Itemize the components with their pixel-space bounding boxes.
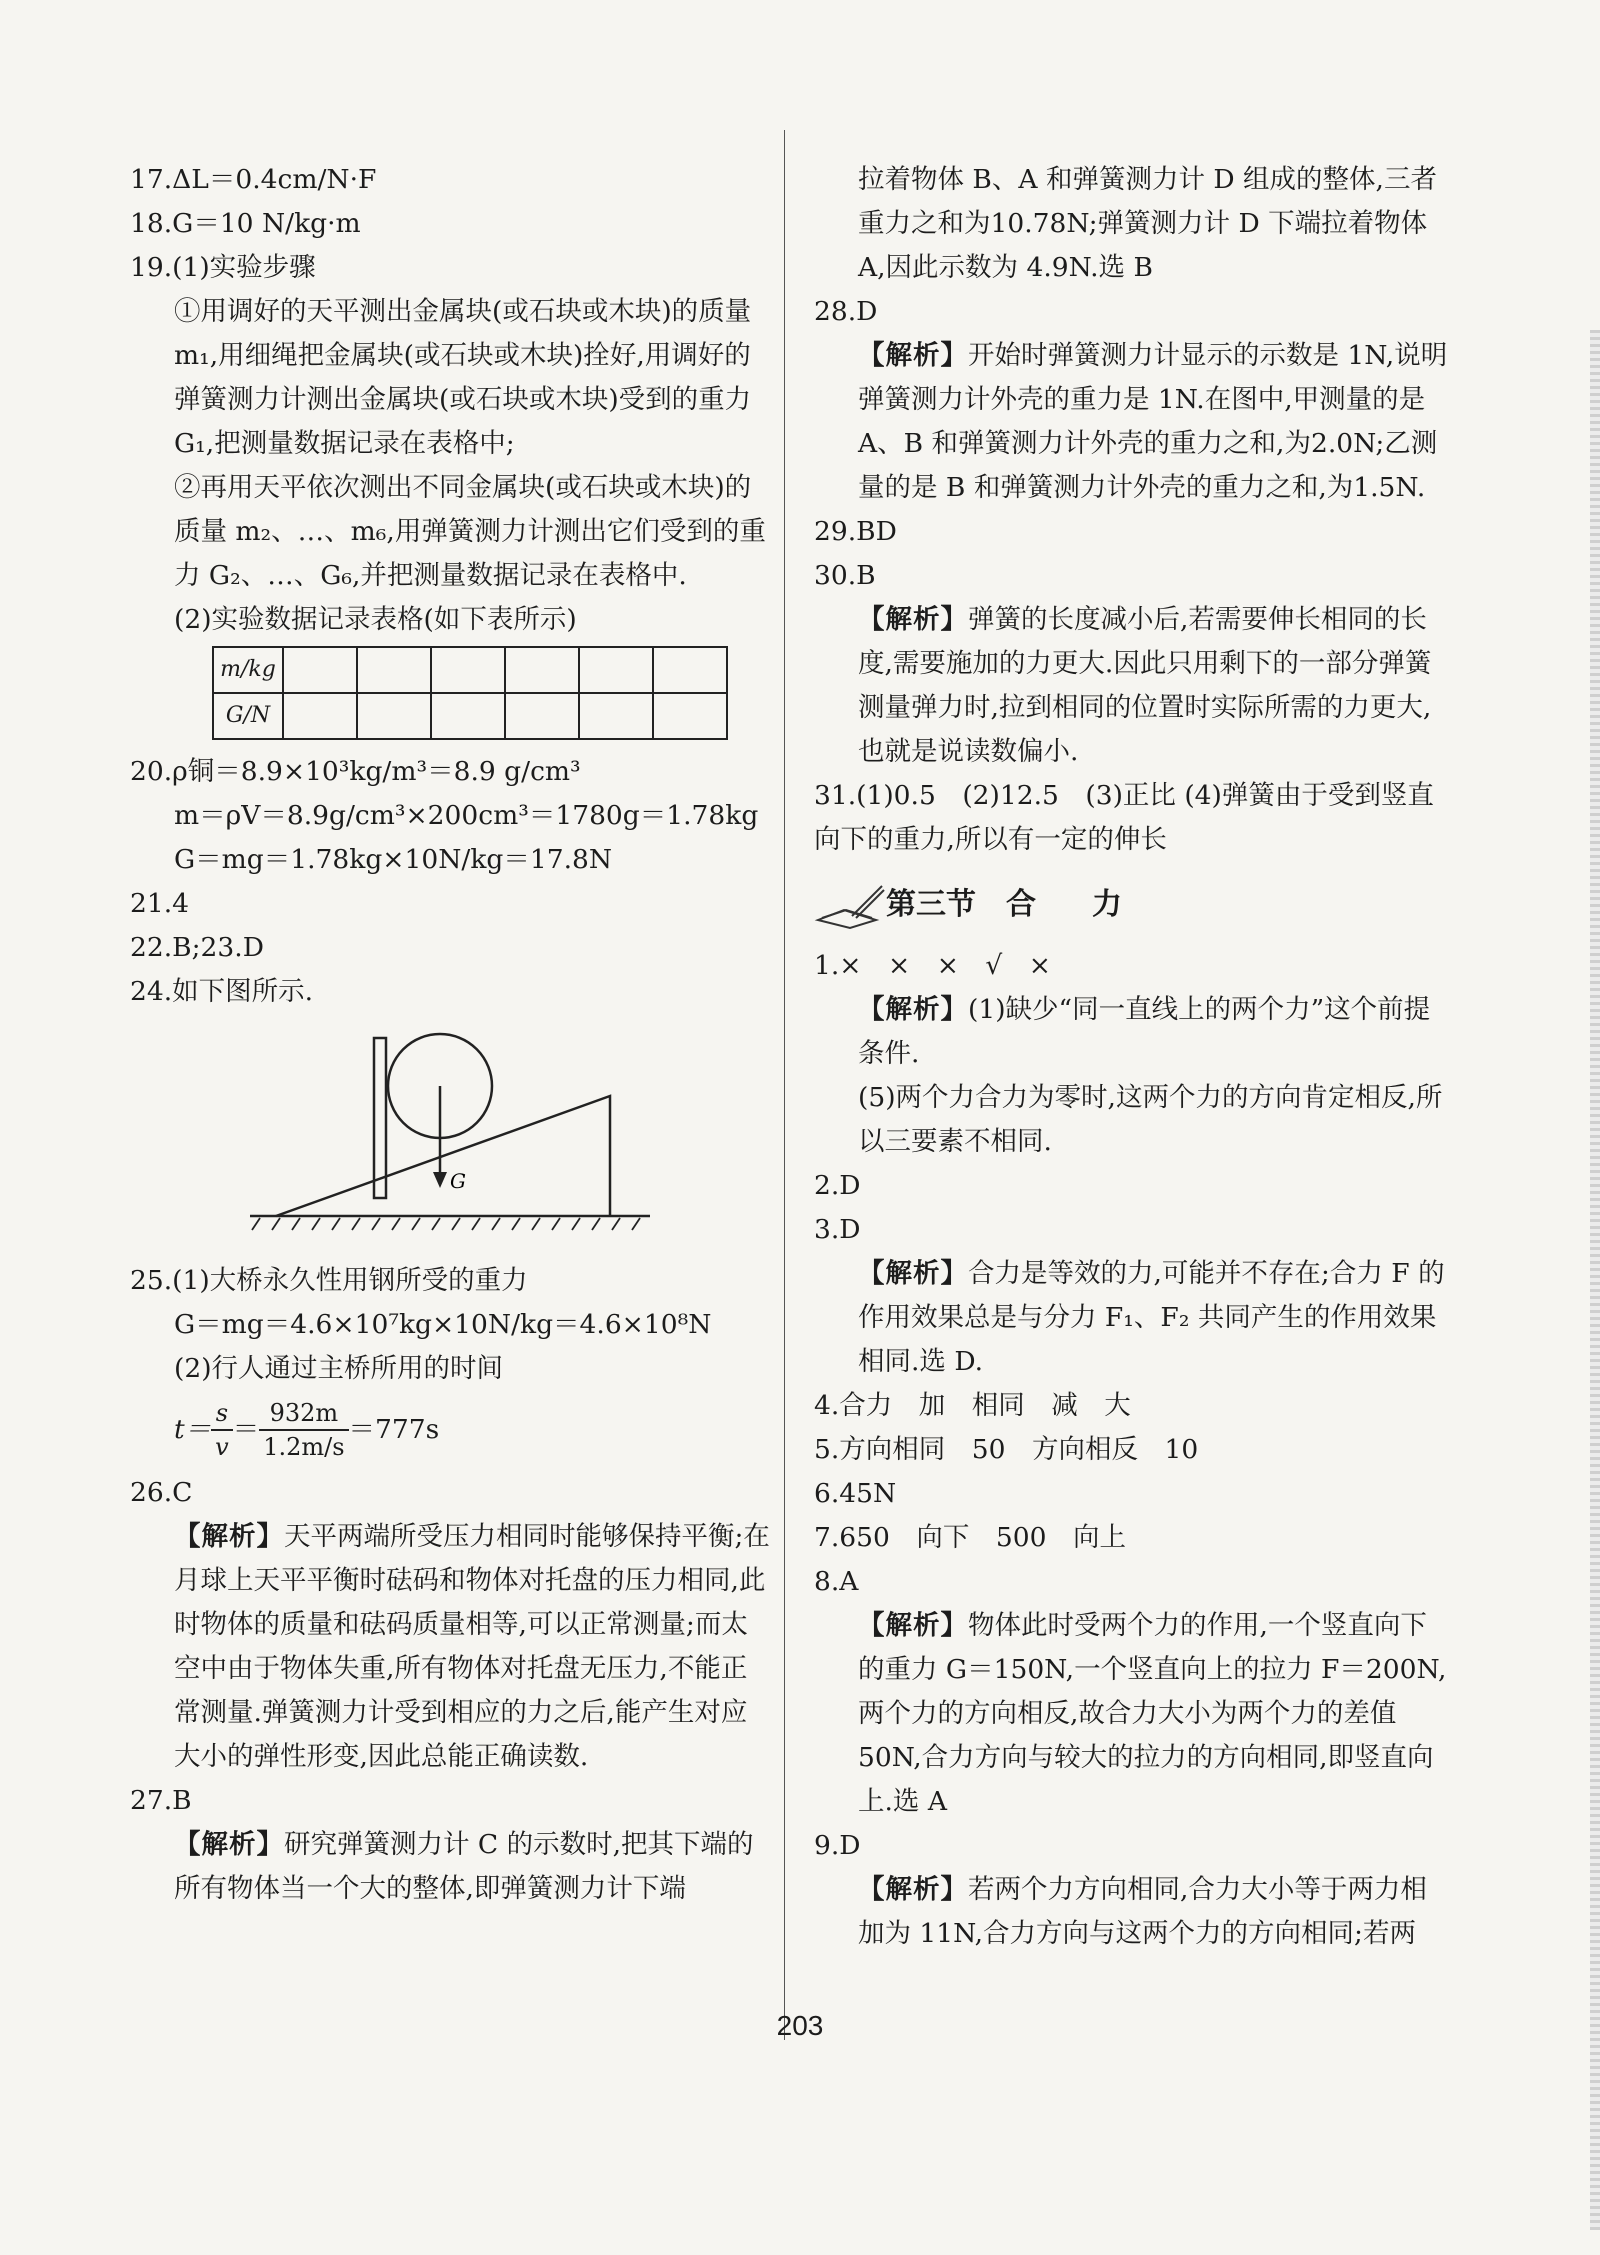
answer-20-mass: m＝ρV＝8.9g/cm³×200cm³＝1780g＝1.78kg (174, 800, 759, 831)
answer-s1-explanation: 【解析】(1)缺少“同一直线上的两个力”这个前提条件. (858, 994, 1431, 1069)
answer-27-explanation-cont: 拉着物体 B、A 和弹簧测力计 D 组成的整体,三者重力之和为10.78N;弹簧测力计 D 下端拉着物体 A,因此示数为 4.9N.选 B (858, 164, 1437, 283)
left-column (130, 158, 770, 1911)
answer-26: 26.C (130, 1477, 193, 1508)
answer-25-time-formula: t＝ $\frac{s}{v}$ ＝ $\frac{932m}{1.2m/s}$ ＝777s (174, 1399, 440, 1461)
section-heading (814, 868, 1448, 942)
table-row-header: G/N (213, 693, 283, 739)
answer-29: 29.BD (814, 516, 897, 547)
answer-19-step-1: ①用调好的天平测出金属块(或石块或木块)的质量 m₁,用细绳把金属块(或石块或木块)拴好,用调好的弹簧测力计测出金属块(或石块或木块)受到的重力 G₁,把测量数据记录在表格中; (174, 296, 752, 459)
answer-25-heading: 25.(1)大桥永久性用钢所受的重力 (130, 1265, 528, 1296)
scan-edge (1590, 330, 1600, 2230)
analysis-tag: 【解析】 (858, 1258, 968, 1289)
answer-s4: 4.合力 加 相同 减 大 (814, 1390, 1131, 1421)
incline-ball-diagram (250, 1026, 650, 1241)
answer-s3-explanation: 【解析】合力是等效的力,可能并不存在;合力 F 的作用效果总是与分力 F₁、F₂ 共同产生的作用效果相同.选 D. (858, 1258, 1445, 1377)
answer-s8: 8.A (814, 1566, 859, 1597)
analysis-tag: 【解析】 (858, 604, 968, 635)
answer-s6: 6.45N (814, 1478, 897, 1509)
answer-s8-explanation: 【解析】物体此时受两个力的作用,一个竖直向下的重力 G＝150N,一个竖直向上的拉力 F＝200N,两个力的方向相反,故合力大小为两个力的差值 50N,合力方向与较大的拉力的方向相同,即竖直向上.选 A (858, 1610, 1447, 1817)
answer-21: 21.4 (130, 888, 190, 919)
answer-20-weight: G＝mg＝1.78kg×10N/kg＝17.8N (174, 844, 613, 875)
answer-26-explanation: 【解析】天平两端所受压力相同时能够保持平衡;在月球上天平平衡时砝码和物体对托盘的压力相同,此时物体的质量和砝码质量相等,可以正常测量;而太空中由于物体失重,所有物体对托盘无压力,不能正常测量.弹簧测力计受到相应的力之后,能产生对应大小的弹性形变,因此总能正确读数. (174, 1521, 770, 1772)
answer-27-explanation: 【解析】研究弹簧测力计 C 的示数时,把其下端的所有物体当一个大的整体,即弹簧测力计下端 (174, 1829, 754, 1904)
column-divider (784, 130, 785, 2040)
table-row (213, 693, 727, 739)
answer-30: 30.B (814, 560, 876, 591)
answer-28: 28.D (814, 296, 878, 327)
fraction-distance-over-speed: $\frac{932m}{1.2m/s}$ (259, 1397, 348, 1463)
analysis-tag: 【解析】 (858, 1610, 968, 1641)
section-title: 第三节 合 (886, 887, 1036, 922)
answer-s1-explanation-5: (5)两个力合力为零时,这两个力的方向肯定相反,所以三要素不相同. (858, 1082, 1443, 1157)
analysis-tag: 【解析】 (858, 994, 968, 1025)
answer-s9: 9.D (814, 1830, 861, 1861)
answer-19-heading: 19.(1)实验步骤 (130, 252, 316, 283)
answer-s5: 5.方向相同 50 方向相反 10 (814, 1434, 1199, 1465)
answer-31: 31.(1)0.5 (2)12.5 (3)正比 (4)弹簧由于受到竖直向下的重力,所以有一定的伸长 (814, 780, 1434, 855)
gravity-label: G (450, 1169, 466, 1193)
answer-19-table-caption: (2)实验数据记录表格(如下表所示) (174, 604, 577, 635)
answer-27: 27.B (130, 1785, 192, 1816)
analysis-tag: 【解析】 (174, 1521, 284, 1552)
answer-25-time-heading: (2)行人通过主桥所用的时间 (174, 1353, 504, 1384)
answer-28-explanation: 【解析】开始时弹簧测力计显示的示数是 1N,说明弹簧测力计外壳的重力是 1N.在图中,甲测量的是 A、B 和弹簧测力计外壳的重力之和,为2.0N;乙测量的是 B 和弹簧测力计外壳的重力之和,为1.5N. (858, 340, 1448, 503)
answer-18: 18.G＝10 N/kg·m (130, 208, 361, 239)
record-table (212, 646, 728, 740)
analysis-tag: 【解析】 (174, 1829, 284, 1860)
answer-25-weight: G＝mg＝4.6×10⁷kg×10N/kg＝4.6×10⁸N (174, 1309, 712, 1340)
page-number: 203 (776, 2010, 824, 2041)
table-row-header: m/kg (213, 647, 283, 693)
answer-30-explanation: 【解析】弹簧的长度减小后,若需要伸长相同的长度,需要施加的力更大.因此只用剩下的一部分弹簧测量弹力时,拉到相同的位置时实际所需的力更大,也就是说读数偏小. (858, 604, 1432, 767)
answer-s7: 7.650 向下 500 向上 (814, 1522, 1126, 1553)
answer-s2: 2.D (814, 1170, 861, 1201)
analysis-tag: 【解析】 (858, 340, 968, 371)
answer-s1: 1.× × × √ × (814, 950, 1051, 981)
book-pen-icon (814, 880, 886, 930)
right-column (814, 158, 1448, 1956)
answer-20-density: 20.ρ铜＝8.9×10³kg/m³＝8.9 g/cm³ (130, 756, 581, 787)
answer-19-step-2: ②再用天平依次测出不同金属块(或石块或木块)的质量 m₂、…、m₆,用弹簧测力计测出它们受到的重力 G₂、…、G₆,并把测量数据记录在表格中. (174, 472, 766, 591)
table-row (213, 647, 727, 693)
answer-s9-explanation: 【解析】若两个力方向相同,合力大小等于两力相加为 11N,合力方向与这两个力的方向相同;若两 (858, 1874, 1427, 1949)
analysis-tag: 【解析】 (858, 1874, 968, 1905)
fraction-s-over-v: $\frac{s}{v}$ (211, 1397, 233, 1463)
answer-s3: 3.D (814, 1214, 861, 1245)
answer-24: 24.如下图所示. (130, 976, 314, 1007)
section-title-end: 力 (1092, 887, 1122, 922)
answer-17: 17.ΔL＝0.4cm/N·F (130, 164, 377, 195)
answer-22-23: 22.B;23.D (130, 932, 264, 963)
